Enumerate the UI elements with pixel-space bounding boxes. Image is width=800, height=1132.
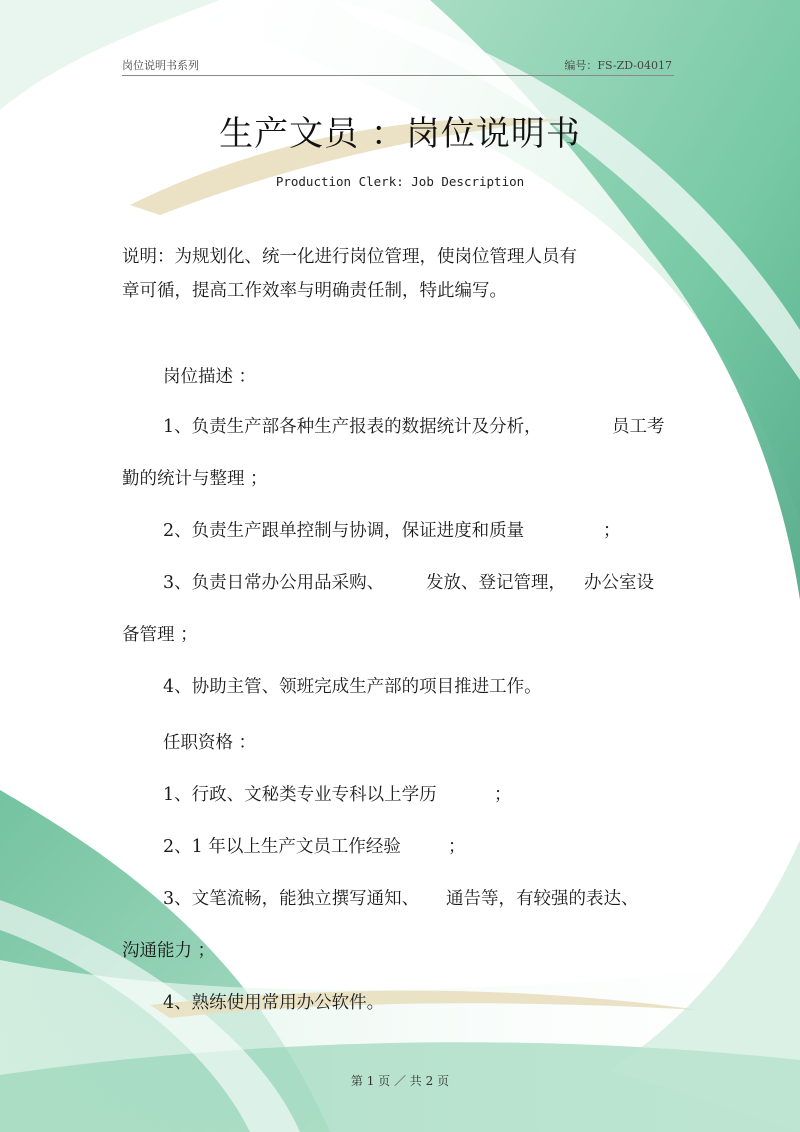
description-item-3-line-1a: 3、负责日常办公用品采购、 — [163, 573, 385, 593]
description-item-2-end: ； — [603, 521, 621, 541]
intro-line-1: 说明：为规划化、统一化进行岗位管理，使岗位管理人员有 — [122, 247, 577, 267]
description-item-1-line-1a: 1、负责生产部各种生产报表的数据统计及分析， — [163, 417, 542, 437]
header-series-label: 岗位说明书系列 — [122, 59, 199, 72]
qualification-item-2: 2、1 年以上生产文员工作经验 — [163, 837, 401, 857]
qualifications-heading: 任职资格 ： — [163, 733, 257, 753]
description-item-3-line-2: 备管理 ； — [122, 625, 198, 645]
description-heading: 岗位描述 ： — [163, 367, 257, 387]
description-item-4: 4、协助主管、领班完成生产部的项目推进工作。 — [163, 677, 542, 697]
description-item-1-line-2: 勤的统计与整理 ； — [122, 469, 268, 489]
qualification-item-4: 4、熟练使用常用办公软件。 — [163, 993, 385, 1013]
description-item-1-line-1b: 员工考 — [612, 417, 665, 437]
qualification-item-3-line-1b: 通告等，有较强的表达、 — [446, 889, 639, 909]
description-item-3-line-1b: 发放、登记管理， — [426, 573, 566, 593]
page-title: 生产文员 ：岗位说明书 — [219, 114, 581, 154]
qualification-item-3-line-2: 沟通能力 ； — [122, 941, 216, 961]
qualification-item-1: 1、行政、文秘类专业专科以上学历 — [163, 785, 437, 805]
qualification-item-1-end: ； — [494, 785, 512, 805]
intro-line-2: 章可循，提高工作效率与明确责任制，特此编写。 — [122, 281, 507, 301]
page-subtitle: Production Clerk: Job Description — [275, 174, 525, 189]
description-item-2: 2、负责生产跟单控制与协调，保证进度和质量 — [163, 521, 525, 541]
page-footer-pagination: 第 1 页 ／ 共 2 页 — [350, 1074, 450, 1088]
qualification-item-3-line-1a: 3、文笔流畅，能独立撰写通知、 — [163, 889, 420, 909]
description-item-3-line-1c: 办公室设 — [584, 573, 654, 593]
header-divider — [122, 75, 674, 76]
qualification-item-2-end: ； — [448, 837, 466, 857]
header-document-number: 编号：FS-ZD-04017 — [564, 59, 672, 72]
